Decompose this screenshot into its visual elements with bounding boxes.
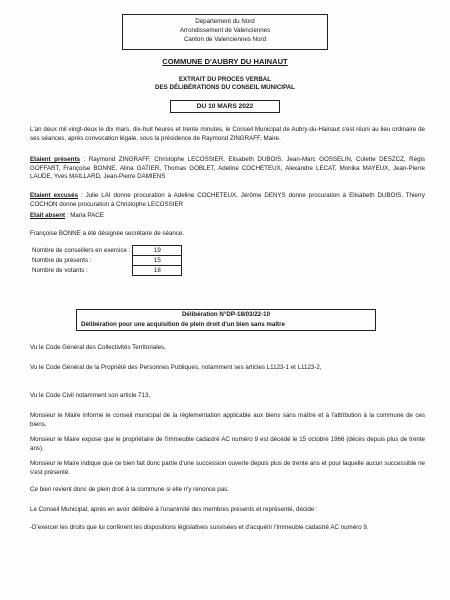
deliberation-title: Délibération pour une acquisition de plein droit d'un bien sans maître: [81, 320, 285, 328]
body-paragraph: -D'exercer les droits que lui confèrent les dispositions législatives susvisées et d'acquérir l'immeuble cadastré AC numéro 9.: [30, 524, 369, 531]
count-row: [30, 256, 182, 266]
absent-label: Etait absent: [30, 212, 66, 219]
header-canton: Canton de Valenciennes Nord: [183, 36, 267, 43]
count-value: 19: [133, 246, 182, 256]
body-paragraph: Monsieur le Maire expose que le propriétaire de l'immeuble cadastré AC numéro 9 est décédé le 15 octobre 1966 (décès depuis plus de trente ans).: [30, 436, 425, 452]
extract-line-2: DES DÉLIBÉRATIONS DU CONSEIL MUNICIPAL: [155, 84, 295, 91]
secretary-line: Françoise BONNE a été désignée secrétaire de séance.: [30, 230, 185, 237]
body-paragraph: Vu le Code Civil notamment son article 713,: [30, 392, 151, 399]
excuses-paragraph: [30, 192, 425, 209]
administrative-header: [122, 14, 328, 50]
body-paragraph: Ce bien revient donc de plein droit à la commune si elle n'y renonce pas.: [30, 486, 229, 493]
header-arrondissement: Arrondissement de Valenciennes: [179, 27, 271, 34]
count-label: Nombre de votants :: [32, 267, 88, 274]
body-paragraph: Vu le Code Général de la Propriété des Personnes Publiques, notamment ses articles L1123-1 et L1123-2,: [30, 364, 322, 371]
body-paragraph: Vu le Code Général des Collectivités Territoriales,: [30, 344, 166, 351]
count-label: Nombre de présents :: [32, 257, 92, 264]
presents-label: Etaient présents: [30, 156, 80, 163]
excuses-label: Etaient excusés: [30, 192, 79, 199]
count-row: [30, 246, 182, 256]
count-value: 18: [133, 266, 182, 276]
meeting-date: DU 10 MARS 2022: [170, 100, 280, 113]
commune-title: COMMUNE D'AUBRY DU HAINAUT: [162, 57, 288, 66]
count-label: Nombre de conseillers en exercice :: [32, 247, 131, 254]
deliberation-number: Délibération N°DP-18/03/22-10: [181, 311, 271, 318]
excuses-list: : Julie LAI donne procuration à Adeline COCHETEUX, Jérôme DENYS donne procuration à Elisabeth DUBOIS, Thierry COCHON donne procuration à Christophe LECOSSIER: [30, 192, 425, 208]
presents-paragraph: [30, 156, 425, 182]
extract-line-1: EXTRAIT DU PROCES VERBAL: [178, 76, 272, 83]
count-row: [30, 266, 182, 276]
vote-counts-table: [30, 245, 182, 276]
deliberation-box: [76, 309, 376, 331]
extract-title: [0, 76, 450, 92]
body-paragraph: Monsieur le Maire informe le conseil municipal de la réglementation applicable aux biens sans maître et à l'attribution à la commune de ces biens.: [30, 412, 425, 428]
presents-list: : Raymond ZINGRAFF, Christophe LECOSSIER, Elisabeth DUBOIS, Jean-Marc GOSSELIN, Colette DESZCZ, Régis GOFFART, Françoise BONNE, Alina GATIER, Thomas GOBLET, Adeline COCHETEUX, Alexandre LECAT, Monika MAYEUX, Jean-Pierre LAUDE, Yves MAILLARD, Jean-Pierre DAMIENS: [30, 156, 426, 181]
header-department: Département du Nord: [195, 18, 255, 25]
count-value: 15: [133, 256, 182, 266]
absent-name: : Maria PACE: [65, 212, 104, 219]
body-paragraph: Monsieur le Maire indique que ce bien fait donc partie d'une succession ouverte depuis plus de trente ans et pour laquelle aucun successible ne s'est présenté.: [30, 460, 425, 476]
intro-paragraph: L'an deux mil vingt-deux le dix mars, dix-huit heures et trente minutes, le Conseil Municipal de Aubry-du-Hainaut s'est réuni au lieu ordinaire de ses séances, après convocation légale, sous la présidence de Raymond ZINGRAFF, Maire.: [30, 126, 425, 142]
body-paragraph: Le Conseil Municipal, après en avoir délibéré à l'unanimité des membres présents et représenté, décide :: [30, 506, 318, 513]
absent-paragraph: [30, 212, 425, 221]
